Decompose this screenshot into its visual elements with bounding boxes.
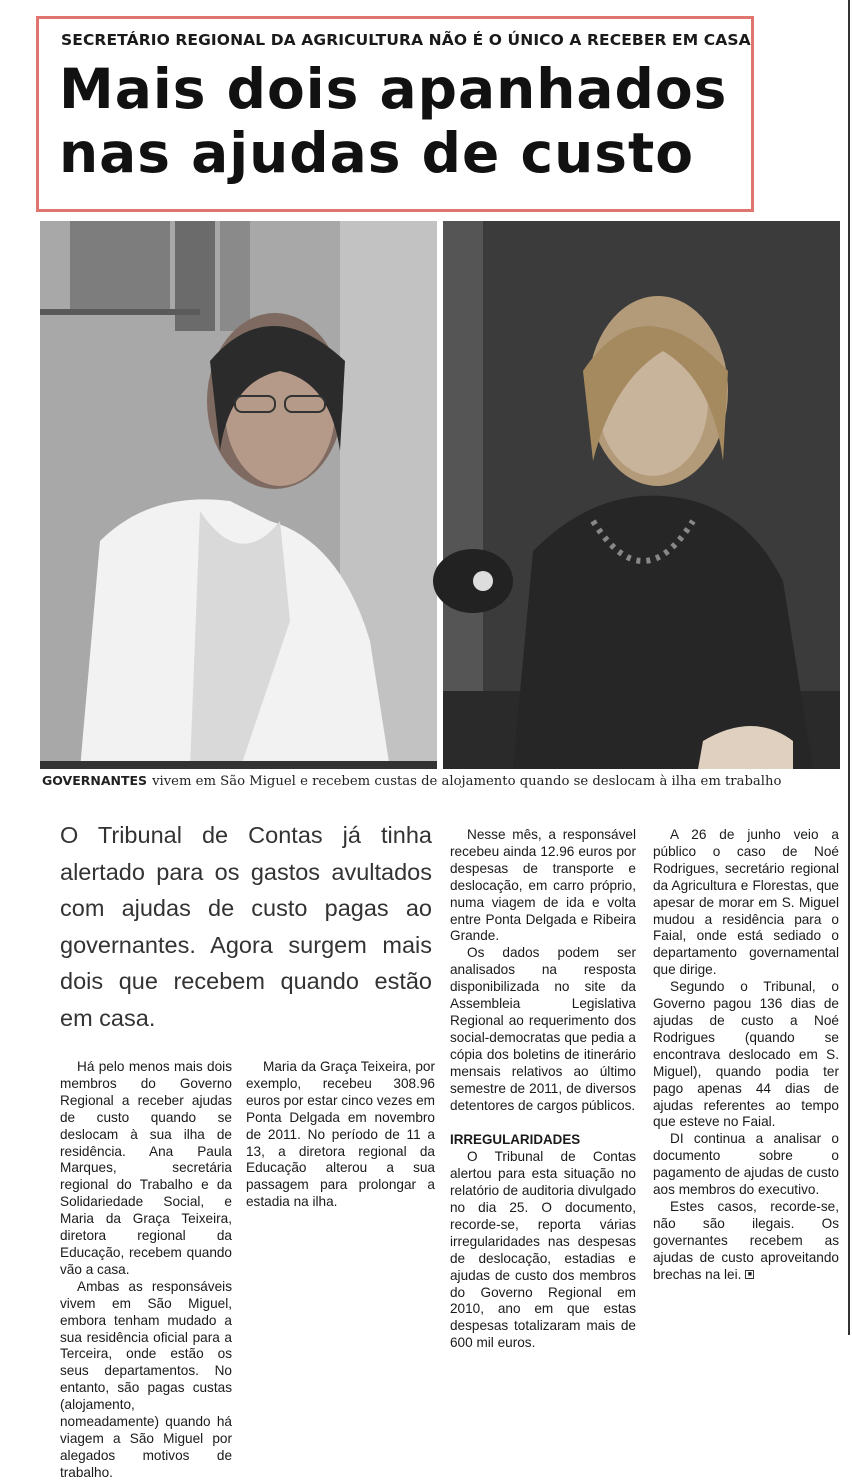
column-4 (653, 827, 839, 1283)
caption-text: vivem em São Miguel e recebem custas de alojamento quando se deslocam à ilha em trabalho (152, 774, 782, 789)
photo-caption (42, 773, 842, 789)
headline-box (36, 16, 754, 212)
subheading: IRREGULARIDADES (450, 1132, 581, 1148)
paragraph: DI continua a analisar o documento sobre o pagamento de ajudas de custo aos membros do executivo. (653, 1131, 839, 1198)
headline-title: Mais dois apanhados nas ajudas de custo (59, 57, 728, 185)
end-mark-icon: ■ (745, 1270, 754, 1279)
kicker: SECRETÁRIO REGIONAL DA AGRICULTURA NÃO É O ÚNICO A RECEBER EM CASA (61, 31, 751, 49)
paragraph: Maria da Graça Teixeira, por exemplo, recebeu 308.96 euros por estar cinco vezes em Ponta Delgada em novembro de 2011. No período de 11 a 13, a diretora regional da Educação alterou a sua passagem para prolongar a estadia na ilha. (246, 1059, 435, 1210)
paragraph: Há pelo menos mais dois membros do Governo Regional a receber ajudas de custo quando se deslocam à sua ilha de residência. Ana Paula Marques, secretária regional do Trabalho e da Solidariedade Social, e Maria da Graça Teixeira, diretora regional da Educação, recebem quando vão a casa. (60, 1059, 232, 1277)
paragraph: Segundo o Tribunal, o Governo pagou 136 dias de ajudas de custo a Noé Rodrigues (quando se encontrava deslocado em S. Miguel), quando podia ter pago apenas 44 dias de ajudas referentes ao tempo que esteve no Faial. (653, 979, 839, 1130)
photo-right-illustration (443, 221, 840, 769)
column-2 (246, 1059, 435, 1211)
lede: O Tribunal de Contas já tinha alertado para os gastos avultados com ajudas de custo pagas ao governantes. Agora surgem mais dois que recebem quando estão em casa. (60, 822, 432, 1031)
paragraph: Ambas as responsáveis vivem em São Miguel, embora tenham mudado a sua residência oficial para a Terceira, onde estão os seus departamentos. No entanto, são pagas custas (alojamento, nomeadamente) quando há viagem a São Miguel por alegados motivos de trabalho. (60, 1278, 232, 1480)
paragraph: A 26 de junho veio a público o caso de Noé Rodrigues, secretário regional da Agricultura e Florestas, que apesar de morar em S. Miguel mudou a residência para o Faial, onde está sediado o departamento governamental que dirige. (653, 827, 839, 978)
paragraph: Nesse mês, a responsável recebeu ainda 12.96 euros por despesas de transporte e deslocação, em carro próprio, numa viagem de ida e volta entre Ponta Delgada e Ribeira Grande. (450, 827, 636, 944)
page-edge-rule (848, 0, 850, 1335)
photo-left-illustration (40, 221, 437, 769)
photo-right (443, 221, 840, 769)
column-3 (450, 827, 636, 1352)
column-1 (60, 1059, 232, 1482)
paragraph-last (653, 1199, 839, 1284)
paragraph: Os dados podem ser analisados na resposta disponibilizada no site da Assembleia Legislativa Regional ao requerimento dos social-democratas que pedia a cópia dos boletins de itinerário mensais relativos ao último semestre de 2011, de diversos detentores de cargos públicos. (450, 945, 636, 1113)
caption-lead: GOVERNANTES (42, 773, 148, 788)
photo-left (40, 221, 437, 769)
paragraph: O Tribunal de Contas alertou para esta situação no relatório de auditoria divulgado no dia 25. O documento, recorde-se, reporta várias irregularidades nas despesas de deslocação, estadias e ajudas de custo dos membros do Governo Regional em 2010, ano em que estas despesas totalizaram mais de 600 mil euros. (450, 1149, 636, 1351)
paragraph-text: Estes casos, recorde-se, não são ilegais. Os governantes recebem as ajudas de custo aproveitando brechas na lei. (653, 1198, 839, 1282)
